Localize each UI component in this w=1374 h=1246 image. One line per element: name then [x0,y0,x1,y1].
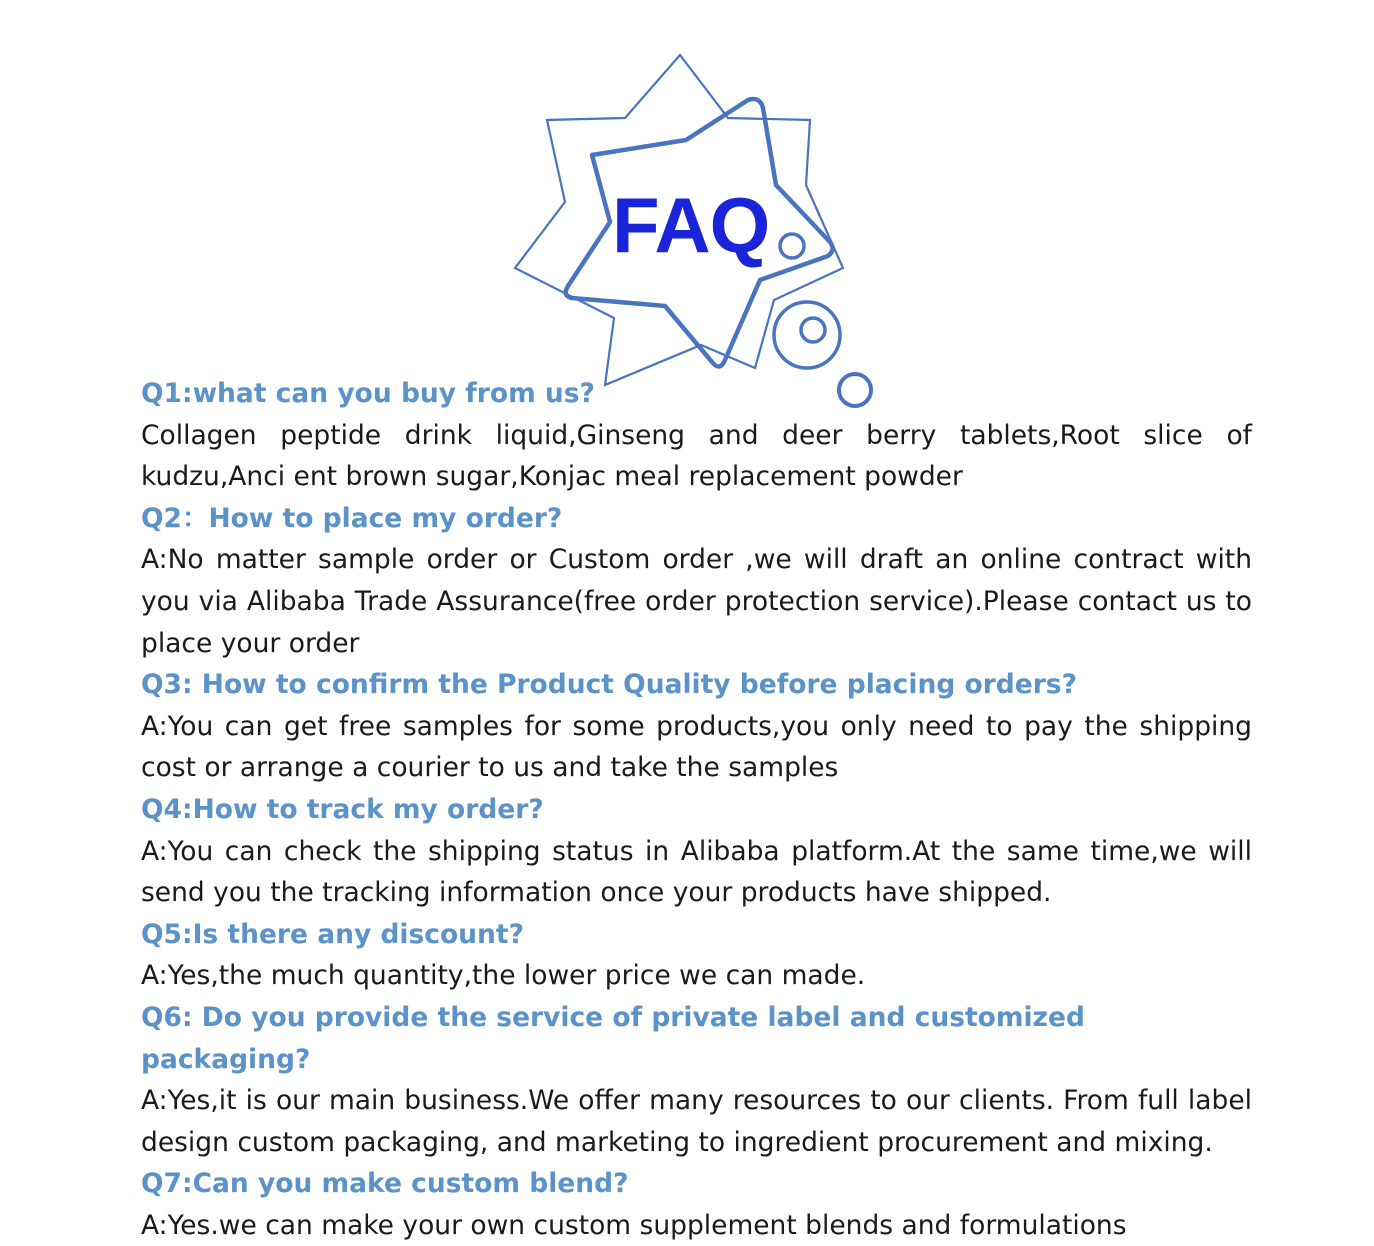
question-7: Q7:Can you make custom blend? [141,1168,629,1200]
answer-4: A:You can check the shipping status in Alibaba platform.At the same time,we will send you the tracking information once your products have shipped. [141,835,1252,909]
question-4: Q4:How to track my order? [141,793,544,825]
question-5: Q5:Is there any discount? [141,918,524,950]
answer-1: Collagen peptide drink liquid,Ginseng and deer berry tablets,Root slice of kudzu,Anci ent brown sugar,Konjac meal replacement powder [141,419,1252,493]
question-6: Q6: Do you provide the service of private label and customized packaging? [141,1001,1085,1075]
faq-title: FAQ [612,181,770,269]
answer-6: A:Yes,it is our main business.We offer many resources to our clients. From full label design custom packaging, and marketing to ingredient procurement and mixing. [141,1085,1252,1158]
answer-5: A:Yes,the much quantity,the lower price we can made. [141,960,866,992]
answer-7: A:Yes.we can make your own custom supplement blends and formulations [141,1209,1127,1241]
question-1: Q1:what can you buy from us? [141,378,595,409]
question-2: Q2：How to place my order? [141,502,563,534]
faq-list [141,373,1252,1246]
answer-2: A:No matter sample order or Custom order ,we will draft an online contract with you via Alibaba Trade Assurance(free order protection service).Please contact us to place your order [141,544,1252,659]
question-3: Q3: How to confirm the Product Quality before placing orders? [141,669,1077,701]
answer-3: A:You can get free samples for some products,you only need to pay the shipping cost or arrange a courier to us and take the samples [141,710,1252,784]
